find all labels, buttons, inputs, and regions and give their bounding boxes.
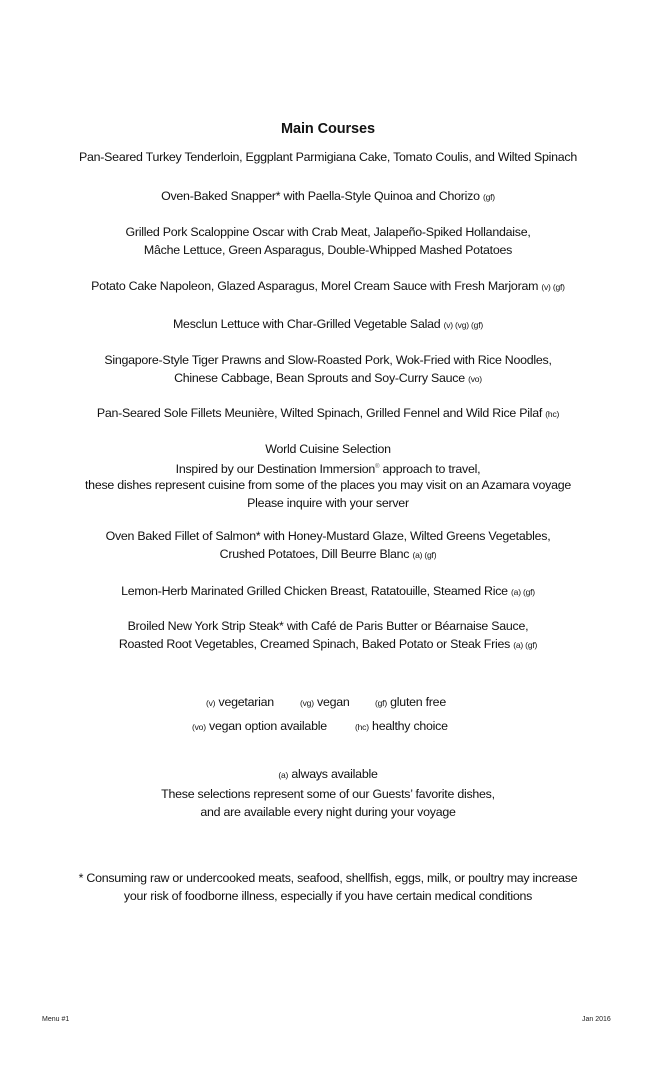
- world-cuisine-text: approach to travel,: [379, 462, 481, 476]
- disclaimer: * Consuming raw or undercooked meats, seafood, shellfish, eggs, milk, or poultry may increase: [78, 871, 578, 885]
- disclaimer: your risk of foodborne illness, especially if you have certain medical conditions: [123, 889, 533, 903]
- dish-item: [0, 405, 656, 422]
- legend-gluten-free: [375, 694, 446, 711]
- dietary-tags: (a) (gf): [412, 550, 437, 560]
- legend-vegan: [300, 694, 350, 711]
- dish-name: Oven-Baked Snapper* with Paella-Style Quinoa and Chorizo: [161, 189, 480, 203]
- dish-name: Mâche Lettuce, Green Asparagus, Double-Whipped Mashed Potatoes: [143, 243, 513, 257]
- dish-item-line: [0, 618, 656, 634]
- world-cuisine-note: Please inquire with your server: [247, 496, 409, 510]
- legend-code: (vo): [192, 722, 206, 732]
- footer-menu-number: Menu #1: [42, 1016, 70, 1023]
- world-cuisine-heading: World Cuisine Selection: [265, 442, 391, 456]
- dish-item: [0, 149, 656, 165]
- dietary-tags: (vo): [468, 374, 482, 384]
- legend-code: (a): [278, 770, 289, 780]
- legend-vegetarian: [206, 694, 274, 711]
- dish-name: Roasted Root Vegetables, Creamed Spinach, Baked Potato or Steak Fries: [118, 637, 511, 651]
- dish-item-line: [0, 352, 656, 368]
- dietary-tags: (a) (gf): [511, 587, 535, 597]
- always-available-key: [0, 766, 656, 783]
- dish-name: Mesclun Lettuce with Char-Grilled Vegetable Salad: [172, 317, 441, 331]
- dish-item: [0, 583, 656, 600]
- dish-name: Broiled New York Strip Steak* with Café de Paris Butter or Béarnaise Sauce,: [127, 619, 529, 633]
- legend-label: vegan option available: [209, 719, 327, 733]
- dish-name: Lemon-Herb Marinated Grilled Chicken Breast, Ratatouille, Steamed Rice: [121, 584, 508, 598]
- dietary-tags: (v) (vg) (gf): [443, 320, 484, 330]
- dish-item-line: [0, 546, 656, 563]
- dietary-tags: (gf): [482, 192, 495, 202]
- dish-item: [0, 278, 656, 295]
- legend-code: (hc): [355, 722, 369, 732]
- legend-label: gluten free: [390, 695, 446, 709]
- world-cuisine-description: these dishes represent cuisine from some of the places you may visit on an Azamara voyage: [84, 478, 572, 492]
- legend-label: vegetarian: [218, 695, 274, 709]
- legend-row: [0, 718, 656, 734]
- dish-name: Crushed Potatoes, Dill Beurre Blanc: [219, 547, 410, 561]
- dish-item-line: [0, 370, 656, 387]
- dietary-tags: (hc): [545, 409, 560, 419]
- legend-healthy-choice: [355, 718, 448, 735]
- legend-label: vegan: [317, 695, 350, 709]
- always-available-note: These selections represent some of our Guests’ favorite dishes,: [161, 787, 495, 801]
- dietary-tags: (v) (gf): [541, 282, 565, 292]
- footer-date: Jan 2016: [582, 1016, 611, 1023]
- dish-name: Pan-Seared Sole Fillets Meunière, Wilted Spinach, Grilled Fennel and Wild Rice Pilaf: [96, 406, 543, 420]
- legend-label: healthy choice: [372, 719, 448, 733]
- dish-item-line: [0, 242, 656, 258]
- always-available-note: and are available every night during your voyage: [200, 805, 456, 819]
- dish-name: Potato Cake Napoleon, Glazed Asparagus, Morel Cream Sauce with Fresh Marjoram: [91, 279, 539, 293]
- dish-name: Pan-Seared Turkey Tenderloin, Eggplant Parmigiana Cake, Tomato Coulis, and Wilted Spinach: [79, 150, 577, 164]
- dish-name: Grilled Pork Scaloppine Oscar with Crab Meat, Jalapeño-Spiked Hollandaise,: [125, 225, 531, 239]
- world-cuisine-text: Inspired by our Destination Immersion: [175, 462, 376, 476]
- dish-name: Chinese Cabbage, Bean Sprouts and Soy-Curry Sauce: [174, 371, 465, 385]
- registered-mark: ®: [375, 464, 380, 470]
- legend-label: always available: [291, 767, 378, 781]
- world-cuisine-intro: [0, 459, 656, 477]
- legend-code: (vg): [300, 698, 314, 708]
- dish-name: Singapore-Style Tiger Prawns and Slow-Roasted Pork, Wok-Fried with Rice Noodles,: [104, 353, 552, 367]
- legend-code: (gf): [375, 698, 387, 708]
- dish-name: Oven Baked Fillet of Salmon* with Honey-Mustard Glaze, Wilted Greens Vegetables,: [105, 529, 551, 543]
- legend-vegan-option: [192, 718, 327, 735]
- legend-code: (v): [206, 698, 216, 708]
- dish-item-line: [0, 224, 656, 240]
- dish-item: [0, 188, 656, 205]
- legend-row: [0, 694, 656, 710]
- dish-item: [0, 316, 656, 333]
- section-title: Main Courses: [281, 121, 375, 137]
- dish-item-line: [0, 528, 656, 544]
- dietary-tags: (a) (gf): [513, 640, 538, 650]
- dish-item-line: [0, 636, 656, 653]
